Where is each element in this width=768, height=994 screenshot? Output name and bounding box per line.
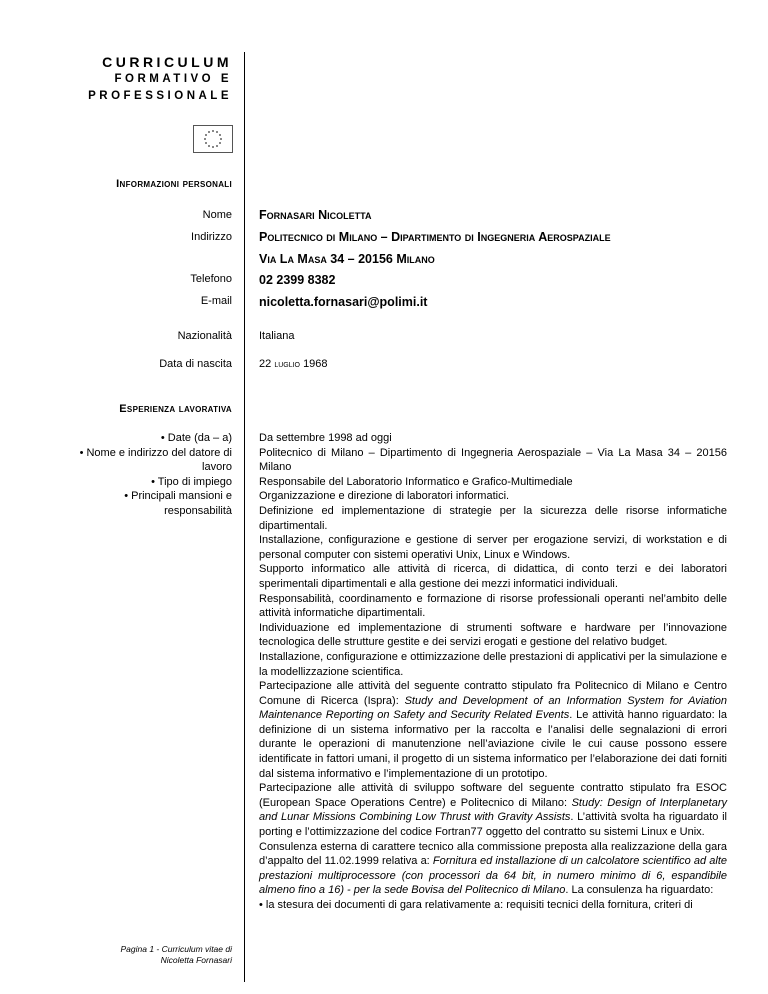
address-line2: Via La Masa 34 – 20156 Milano (259, 252, 435, 266)
consultancy-bullet: • la stesura dei documenti di gara relativamente a: requisiti tecnici della fornitura, criteri di (259, 899, 693, 911)
email-value[interactable]: nicoletta.fornasari@polimi.it (259, 295, 428, 309)
experience-content (259, 431, 727, 913)
duty-item: Installazione, configurazione e ottimizzazione delle prestazioni di applicativi per la simulazione e la modellizzazione scientifica. (259, 650, 727, 678)
label-duties: • Principali mansioni e responsabilità (124, 490, 232, 517)
contract-1-title: Study and Development of an Information System for Aviation Maintenance Reporting on Safety and Security Related Events (259, 694, 727, 722)
cv-title-line3: PROFESSIONALE (88, 90, 232, 102)
duty-item: Responsabilità, coordinamento e formazione di risorse professionali operanti nel’ambito delle attività informatiche dipartimentali. (259, 592, 727, 620)
birth-year: 1968 (303, 358, 328, 370)
birth-value (259, 357, 328, 372)
experience-labels (62, 431, 232, 519)
cv-title-line1: CURRICULUM (102, 54, 232, 70)
birth-month: luglio (274, 359, 300, 370)
phone-value: 02 2399 8382 (259, 273, 336, 287)
experience-dates: Da settembre 1998 ad oggi (259, 432, 392, 444)
label-job-type: • Tipo di impiego (151, 475, 232, 488)
phone-label: Telefono (190, 273, 232, 285)
address-label: Indirizzo (191, 231, 232, 243)
vertical-divider (244, 52, 245, 982)
contract-2-title: Study: Design of Interplanetary and Lunar Missions Combining Low Thrust with Gravity Assists (259, 796, 727, 824)
address-line1: Politecnico di Milano – Dipartimento di Ingegneria Aerospaziale (259, 230, 611, 244)
consultancy-title: Fornitura ed installazione di un calcolatore scientifico ad alte prestazioni multiprocessore (con processori da 64 bit, in numero minimo di 6, espandibile almeno fino a 16) - per la sede Bovisa del Politecnico di Milano (259, 855, 727, 897)
section-personal-info: Informazioni personali (116, 178, 232, 190)
email-label: E-mail (200, 295, 232, 307)
duty-item: Definizione ed implementazione di strategie per la sicurezza delle risorse informatiche dipartimentali. (259, 504, 727, 532)
birth-label: Data di nascita (159, 358, 232, 370)
cv-title-line2: FORMATIVO E (114, 73, 232, 85)
duty-item: Individuazione ed implementazione di strumenti software e hardware per l’innovazione tecnologica delle strutture gestite e dei servizi erogati e gestione del relativo budget. (259, 621, 727, 649)
experience-job-type: Responsabile del Laboratorio Informatico e Grafico-Multimediale (259, 475, 573, 488)
page-footer (70, 944, 232, 966)
cv-title (70, 54, 232, 105)
label-employer: • Nome e indirizzo del datore di lavoro (79, 446, 232, 474)
label-dates: • Date (da – a) (160, 432, 232, 444)
consultancy: Consulenza esterna di carattere tecnico alla commissione preposta alla realizzazione della gara d’appalto del 11.02.1999 relativa a: Fornitura ed installazione di un calcolatore scientifico ad alte prestazioni multiprocessore (con processori da 64 bit, in numero minimo di 6, espandibile almeno fino a 16) - per la sede Bovisa del Politecnico di Milano. La consulenza ha riguardato: (259, 840, 727, 897)
duty-item: Organizzazione e direzione di laboratori informatici. (259, 490, 510, 503)
duty-item: Installazione, configurazione e gestione di server per erogazione servizi, di workstation e di personal computer con sistemi operativi Unix, Linux e Windows. (259, 534, 727, 561)
nationality-label: Nazionalità (177, 330, 232, 342)
eu-flag-icon (193, 125, 233, 153)
contract-1: Partecipazione alle attività del seguente contratto stipulato fra Politecnico di Milano e Centro Comune di Ricerca (Ispra): Study and Development of an Information System for Aviation Maintenance Reporting on Safety and Security Related Events. Le attività hanno riguardato: la definizione di un sistema informativo per la raccolta e l’analisi delle segnalazioni di errori durante le operazioni di manutenzione nell’aviazione civile le cui cause possono essere identificate in fattori umani, il progetto di un sistema informatico per l’elaborazione dei dati forniti dal sistema informativo e l’implementazione di un prototipo. (259, 680, 727, 780)
contract-2: Partecipazione alle attività di sviluppo software del seguente contratto stipulato fra ESOC (European Space Operations Centre) e Politecnico di Milano: Study: Design of Interplanetary and Lunar Missions Combining Low Thrust with Gravity Assists. L’attività svolta ha riguardato il porting e l’ottimizzazione del codice Fortran77 oggetto del contratto su sistemi Linux e Unix. (259, 782, 727, 839)
experience-employer: Politecnico di Milano – Dipartimento di Ingegneria Aerospaziale – Via La Masa 34 – 20156 Milano (259, 446, 727, 474)
birth-day: 22 (259, 358, 272, 370)
footer-line2: Nicoletta Fornasari (160, 955, 232, 965)
nationality-value: Italiana (259, 330, 295, 342)
section-work-experience: Esperienza lavorativa (119, 403, 232, 415)
name-label: Nome (202, 209, 232, 221)
name-value: Fornasari Nicoletta (259, 208, 372, 222)
footer-line1: Pagina 1 - Curriculum vitae di (120, 944, 232, 954)
duty-item: Supporto informatico alle attività di ricerca, di didattica, di conto terzi e dei laboratori sperimentali dipartimentali e alla gestione dei mezzi informatici individuali. (259, 563, 727, 590)
